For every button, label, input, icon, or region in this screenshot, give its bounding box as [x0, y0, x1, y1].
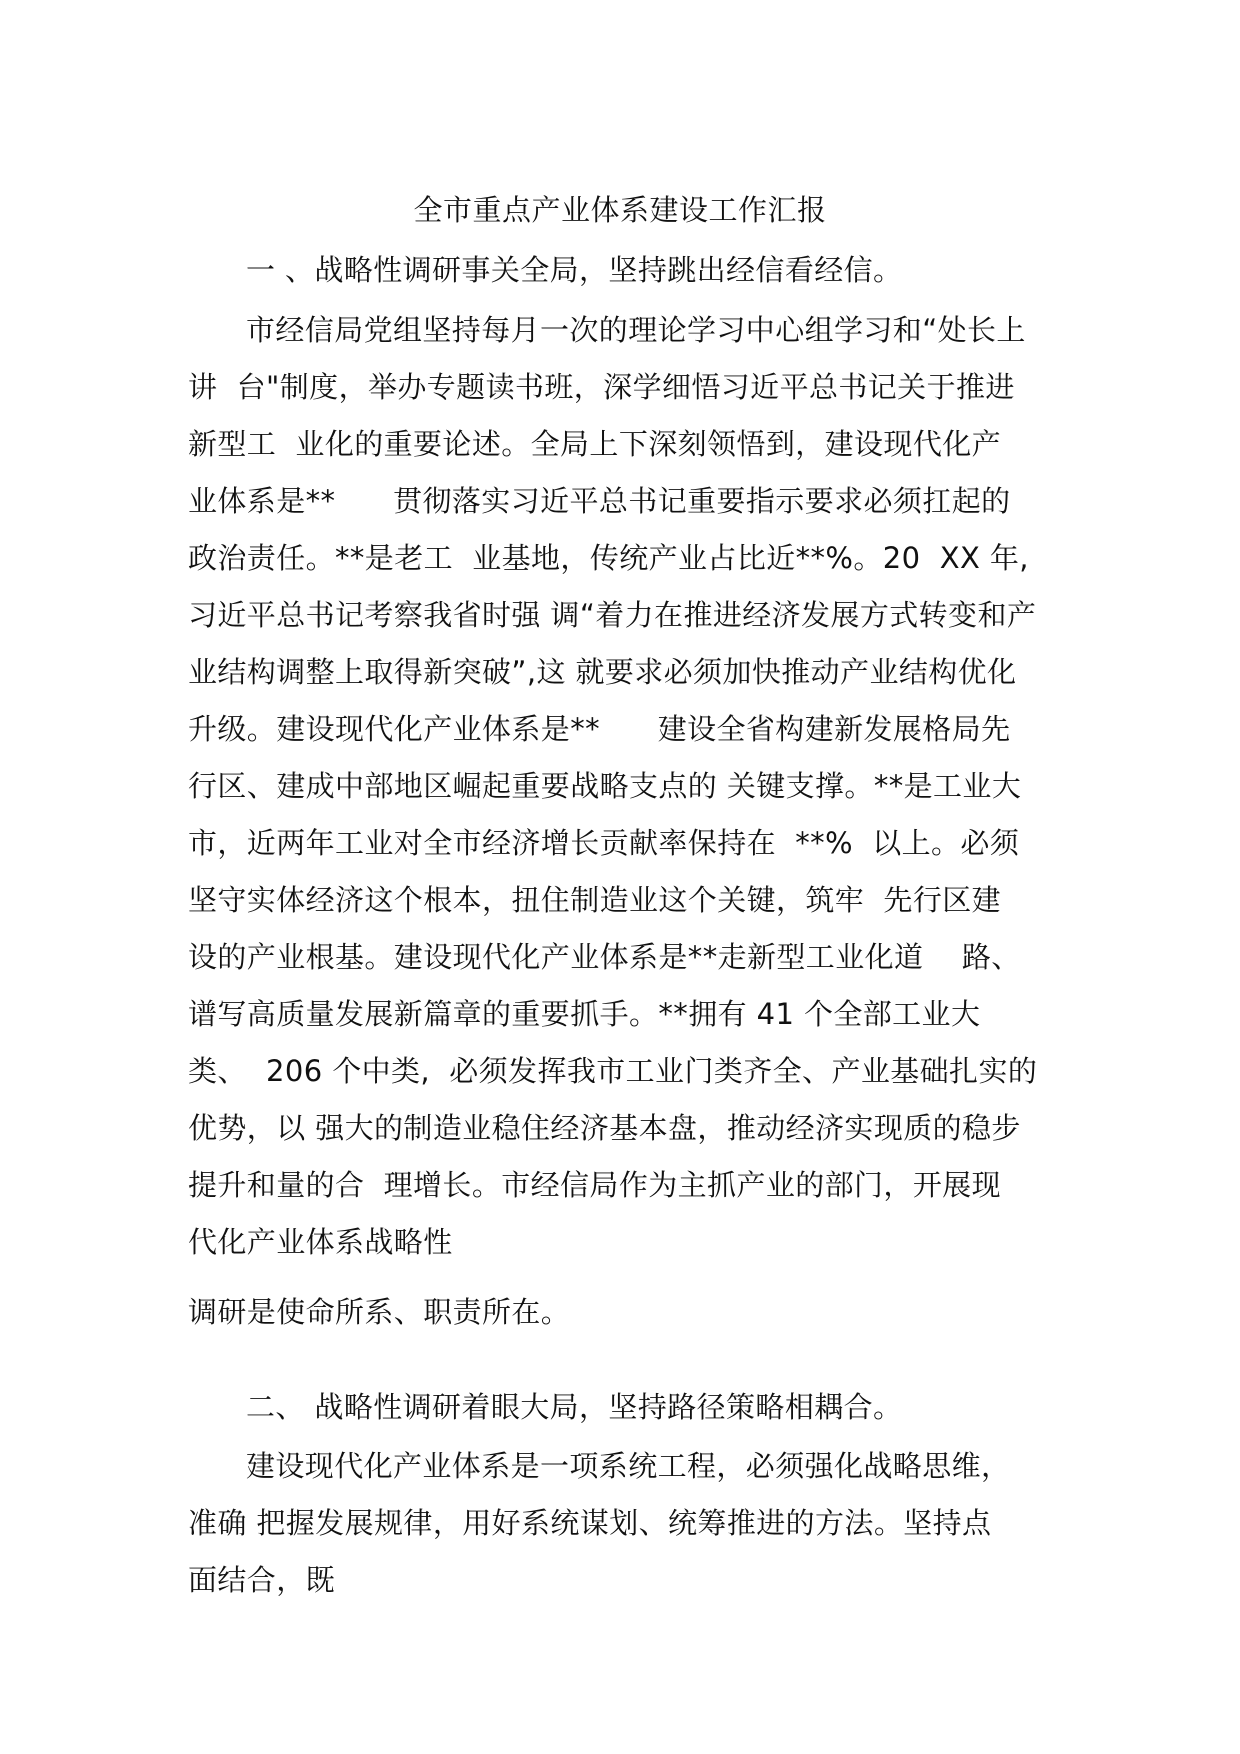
paragraph-line: 政治责任。**是老工 业基地，传统产业占比近**%。20 XX 年, — [188, 541, 1029, 575]
section-1-heading: 一 、战略性调研事关全局，坚持跳出经信看经信。 — [246, 253, 903, 287]
paragraph-line: 新型工 业化的重要论述。全局上下深刻领悟到，建设现代化产 — [188, 427, 1002, 461]
paragraph-line: 设的产业根基。建设现代化产业体系是**走新型工业化道 路、 — [188, 940, 1021, 974]
paragraph-line: 升级。建设现代化产业体系是** 建设全省构建新发展格局先 — [188, 712, 1011, 746]
paragraph-line: 行区、建成中部地区崛起重要战略支点的 关键支撑。**是工业大 — [188, 769, 1022, 803]
paragraph-line: 提升和量的合 理增长。市经信局作为主抓产业的部门，开展现 — [188, 1168, 1002, 1202]
paragraph-line: 讲 台"制度，举办专题读书班，深学细悟习近平总书记关于推进 — [188, 370, 1015, 404]
paragraph-line: 业体系是** 贯彻落实习近平总书记重要指示要求必须扛起的 — [188, 484, 1011, 518]
paragraph-line: 坚守实体经济这个根本，扭住制造业这个关键，筑牢 先行区建 — [188, 883, 1002, 917]
paragraph-line: 代化产业体系战略性 — [188, 1225, 453, 1259]
paragraph-line: 面结合，既 — [188, 1563, 336, 1597]
section-2-heading: 二、 战略性调研着眼大局，坚持路径策略相耦合。 — [246, 1390, 903, 1424]
paragraph-line: 习近平总书记考察我省时强 调“着力在推进经济发展方式转变和产 — [188, 598, 1037, 632]
paragraph-line: 市经信局党组坚持每月一次的理论学习中心组学习和“处长上 — [246, 313, 1026, 347]
paragraph-line: 谱写高质量发展新篇章的重要抓手。**拥有 41 个全部工业大 — [188, 997, 981, 1031]
paragraph-line: 调研是使命所系、职责所在。 — [188, 1295, 571, 1329]
paragraph-line: 类、 206 个中类, 必须发挥我市工业门类齐全、产业基础扎实的 — [188, 1054, 1038, 1088]
paragraph-line: 优势，以 强大的制造业稳住经济基本盘，推动经济实现质的稳步 — [188, 1111, 1021, 1145]
paragraph-line: 市，近两年工业对全市经济增长贡献率保持在 **% 以上。必须 — [188, 826, 1020, 860]
paragraph-line: 建设现代化产业体系是一项系统工程，必须强化战略思维， — [246, 1449, 1011, 1483]
document-title: 全市重点产业体系建设工作汇报 — [413, 193, 827, 227]
paragraph-line: 准确 把握发展规律，用好系统谋划、统筹推进的方法。坚持点 — [188, 1506, 992, 1540]
paragraph-line: 业结构调整上取得新突破”,这 就要求必须加快推动产业结构优化 — [188, 655, 1017, 689]
